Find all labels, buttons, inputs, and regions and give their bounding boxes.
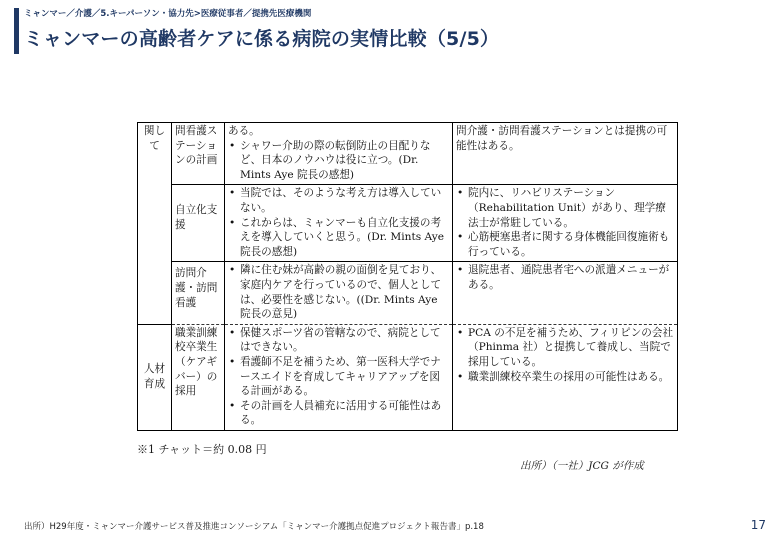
bullet-item: • 看護師不足を補うため、第一医科大学でナースエイドを育成してキャリアアップを図る計画がある。 bbox=[228, 355, 449, 399]
bullet-item: • シャワー介助の際の転倒防止の目配りなど、日本のノウハウは役に立つ。(Dr. Mints Aye 院長の感想) bbox=[228, 139, 449, 183]
bullet-item: • 職業訓練校卒業生の採用の可能性はある。 bbox=[456, 370, 674, 385]
item-cell: 職業訓練校卒業生（ケアギバー）の採用 bbox=[172, 324, 225, 430]
cell-text: 問介護・訪問看護ステーションとは提携の可能性はある。 bbox=[456, 125, 668, 152]
bullet-item: • 心筋梗塞患者に関する身体機能回復施術も行っている。 bbox=[456, 230, 674, 259]
currency-note: ※1 チャット＝約 0.08 円 bbox=[137, 443, 267, 456]
bullet-item: • 当院では、そのような考え方は導入していない。 bbox=[228, 186, 449, 215]
page-title: ミャンマーの高齢者ケアに係る病院の実情比較（5/5） bbox=[24, 28, 500, 50]
page-number: 17 bbox=[750, 518, 766, 532]
table-row bbox=[138, 123, 678, 185]
bullet-item: • 保健スポーツ省の管轄なので、病院としてはできない。 bbox=[228, 326, 449, 355]
item-cell: 問看護ステーションの計画 bbox=[172, 123, 225, 185]
right-cell bbox=[453, 262, 678, 324]
table-row bbox=[138, 185, 678, 262]
left-cell bbox=[225, 185, 453, 262]
item-cell: 自立化支援 bbox=[172, 185, 225, 262]
left-cell bbox=[225, 123, 453, 185]
table-row bbox=[138, 262, 678, 324]
breadcrumb: ミャンマー／介護／5.キーパーソン・協力先>医療従事者／提携先医療機関 bbox=[24, 9, 312, 19]
comparison-table bbox=[137, 122, 678, 431]
source-note: 出所）（一社）JCG が作成 bbox=[520, 460, 644, 472]
bullet-item: • これからは、ミャンマーも自立化支援の考えを導入していくと思う。(Dr. Mints Aye 院長の感想) bbox=[228, 216, 449, 260]
bullet-item: • 退院患者、通院患者宅への派遣メニューがある。 bbox=[456, 263, 674, 292]
bullet-item: • 隣に住む妹が高齢の親の面倒を見ており、家庭内ケアを行っているので、個人としては、必要性を感じない。((Dr. Mints Aye 院長の意見) bbox=[228, 263, 449, 321]
category-cell: 関して bbox=[138, 123, 172, 325]
right-cell bbox=[453, 324, 678, 430]
bullet-item: • 院内に、リハビリステーション（Rehabilitation Unit）があり、理学療法士が常駐している。 bbox=[456, 186, 674, 230]
left-cell bbox=[225, 324, 453, 430]
bullet-item: • PCA の不足を補うため、フィリピンの会社（Phinma 社）と提携して養成し、当院で採用している。 bbox=[456, 326, 674, 370]
table-row bbox=[138, 324, 678, 430]
right-cell bbox=[453, 123, 678, 185]
title-accent-bar bbox=[14, 8, 19, 54]
item-cell: 訪問介護・訪問看護 bbox=[172, 262, 225, 324]
bullet-item: • その計画を人員補充に活用する可能性はある。 bbox=[228, 399, 449, 428]
cell-text: ある。 bbox=[228, 125, 260, 137]
left-cell bbox=[225, 262, 453, 324]
category-cell: 人材育成 bbox=[138, 324, 172, 430]
right-cell bbox=[453, 185, 678, 262]
footer-citation: 出所）H29年度・ミャンマー介護サービス普及推進コンソーシアム「ミャンマー介護拠点促進プロジェクト報告書」p.18 bbox=[24, 522, 484, 532]
